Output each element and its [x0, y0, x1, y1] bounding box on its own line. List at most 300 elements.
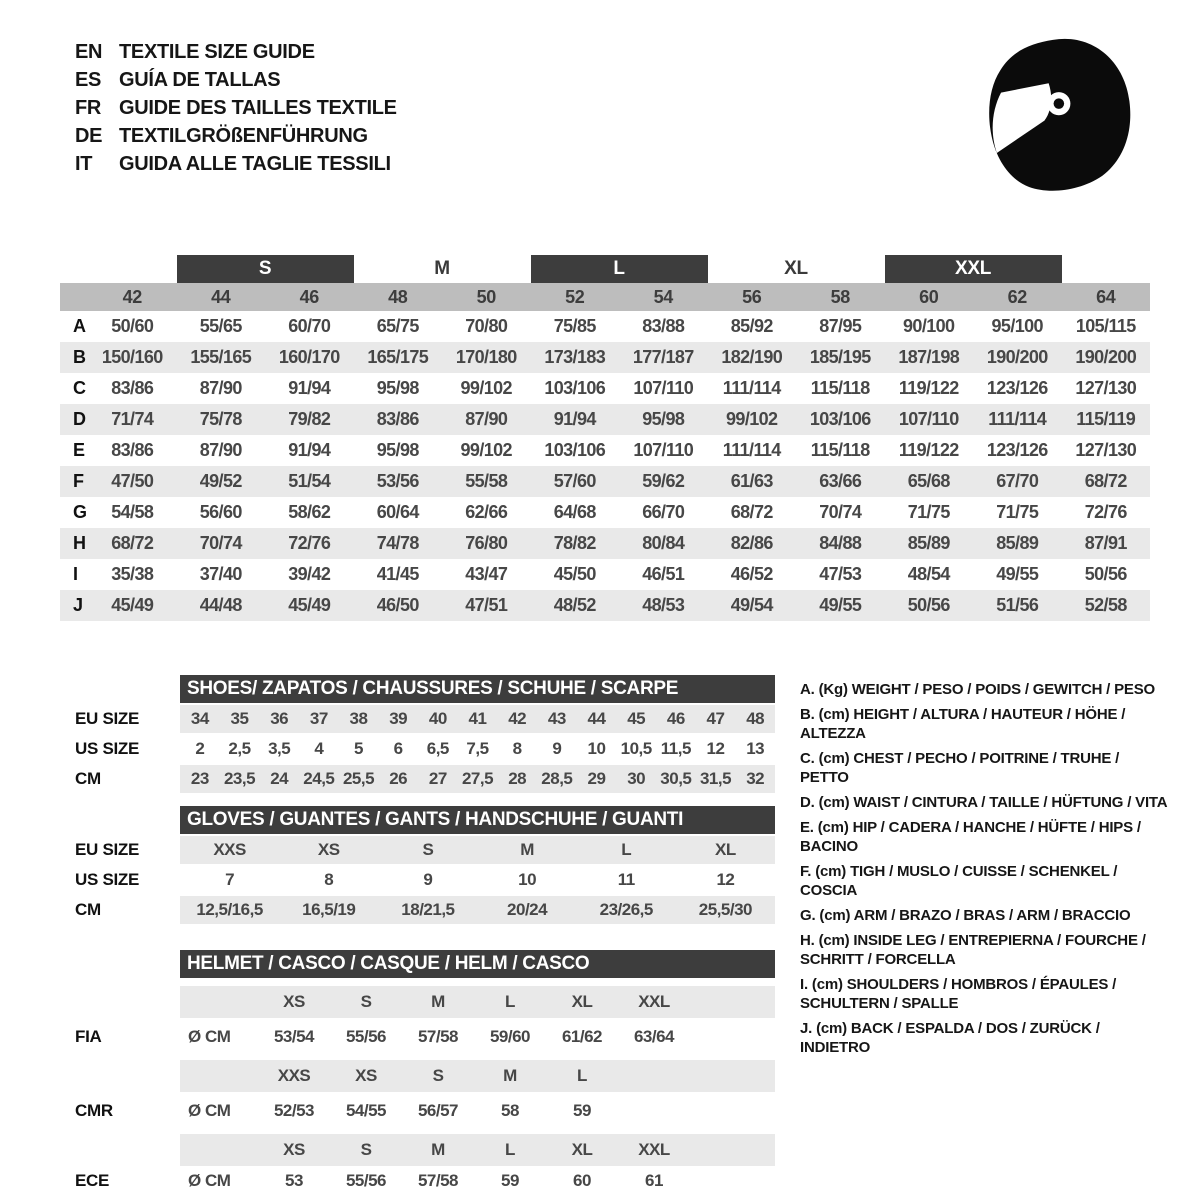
- measurement-legend: [800, 680, 1168, 1063]
- measurement-value: 50/60: [111, 316, 154, 336]
- size-value: XS: [317, 840, 340, 859]
- measurement-value: 37/40: [199, 564, 242, 584]
- size-group-header-row: [60, 255, 1150, 283]
- size-value: 56/57: [417, 1101, 459, 1120]
- measurement-value: 70/74: [199, 533, 242, 553]
- measurement-value: 63/66: [819, 471, 862, 491]
- measurement-row: [60, 528, 1150, 559]
- measurement-value: 91/94: [288, 378, 331, 398]
- measurement-value: 45/49: [111, 595, 154, 615]
- measurement-value: 66/70: [642, 502, 685, 522]
- shoes-rows: [75, 705, 775, 793]
- helmet-size-header-row: [75, 1134, 775, 1166]
- size-group-xxl: XXL: [885, 255, 1062, 283]
- row-letter-label: B: [73, 347, 86, 367]
- size-column-header: 56: [742, 287, 762, 307]
- legend-item: F. (cm) TIGH / MUSLO / CUISSE / SCHENKEL / COSCIA: [800, 863, 1118, 899]
- measurement-value: 49/52: [199, 471, 242, 491]
- measurement-value: 51/54: [288, 471, 331, 491]
- standard-label: ECE: [75, 1171, 110, 1190]
- textile-size-table: [60, 255, 1150, 621]
- size-group-xl: XL: [784, 258, 808, 279]
- size-value: 28,5: [541, 769, 573, 788]
- size-value: 45: [627, 709, 646, 728]
- legend-item: H. (cm) INSIDE LEG / ENTREPIERNA / FOURCHE / SCHRITT / FORCELLA: [800, 932, 1146, 968]
- measurement-value: 95/100: [991, 316, 1043, 336]
- table-row: [75, 705, 775, 733]
- guide-title: TEXTILGRÖßENFÜHRUNG: [119, 125, 368, 147]
- measurement-value: 65/68: [907, 471, 950, 491]
- row-values: [180, 735, 775, 763]
- measurement-value: 95/98: [376, 378, 419, 398]
- size-value: 10: [518, 870, 537, 889]
- measurement-value: 61/63: [730, 471, 773, 491]
- measurement-value: 177/187: [632, 347, 694, 367]
- row-letter-label: A: [73, 316, 86, 336]
- row-label: EU SIZE: [75, 709, 140, 728]
- size-value: 7,5: [466, 739, 489, 758]
- title-block: [75, 38, 397, 178]
- measurement-value: 72/76: [288, 533, 331, 553]
- measurement-value: 71/75: [996, 502, 1039, 522]
- size-value: 24: [270, 769, 289, 788]
- table-row: [75, 896, 775, 924]
- size-value: 54/55: [345, 1101, 387, 1120]
- measurement-value: 49/55: [819, 595, 862, 615]
- measurement-rows: [60, 311, 1150, 621]
- measurement-row: [60, 311, 1150, 342]
- measurement-value: 87/91: [1084, 533, 1127, 553]
- size-group-m: M: [434, 258, 450, 279]
- title-line: [75, 122, 397, 150]
- size-value: 16,5/19: [302, 900, 356, 919]
- size-label: M: [431, 1140, 445, 1159]
- measurement-value: 47/51: [465, 595, 508, 615]
- row-values: [180, 765, 775, 793]
- diameter-prefix: Ø CM: [188, 1027, 231, 1046]
- measurement-value: 95/98: [376, 440, 419, 460]
- size-value: 12: [706, 739, 725, 758]
- row-values: [180, 986, 775, 1018]
- measurement-value: 160/170: [278, 347, 340, 367]
- measurement-value: 60/70: [288, 316, 331, 336]
- size-label: XL: [571, 1140, 593, 1159]
- measurement-value: 165/175: [367, 347, 429, 367]
- size-value: 26: [389, 769, 408, 788]
- measurement-value: 59/62: [642, 471, 685, 491]
- measurement-value: 74/78: [376, 533, 419, 553]
- size-label: S: [360, 992, 372, 1011]
- size-value: [618, 1092, 690, 1130]
- legend-item: B. (cm) HEIGHT / ALTURA / HAUTEUR / HÖHE / ALTEZZA: [800, 706, 1126, 742]
- size-column-header: 60: [919, 287, 939, 307]
- table-row: [75, 735, 775, 763]
- measurement-value: 57/60: [553, 471, 596, 491]
- row-label: US SIZE: [75, 739, 140, 758]
- measurement-row: [60, 590, 1150, 621]
- title-line: [75, 66, 397, 94]
- size-group-s: S: [177, 255, 354, 283]
- row-letter-label: E: [73, 440, 86, 460]
- measurement-value: 190/200: [986, 347, 1048, 367]
- size-value: 42: [508, 709, 527, 728]
- row-values: [180, 896, 775, 924]
- row-values: [180, 1092, 775, 1130]
- size-label: S: [360, 1140, 372, 1159]
- measurement-value: 85/89: [907, 533, 950, 553]
- measurement-value: 103/106: [809, 409, 871, 429]
- measurement-value: 53/56: [376, 471, 419, 491]
- size-label: XXS: [277, 1066, 311, 1085]
- size-value: 23: [190, 769, 209, 788]
- size-value: 59: [501, 1171, 519, 1190]
- spacer: [60, 283, 88, 311]
- measurement-value: 87/95: [819, 316, 862, 336]
- legend-item: D. (cm) WAIST / CINTURA / TAILLE / HÜFTUNG / VITA: [800, 794, 1168, 811]
- size-value: 63/64: [633, 1027, 675, 1046]
- helmet-table-title: HELMET / CASCO / CASQUE / HELM / CASCO: [180, 950, 775, 978]
- size-label: XS: [283, 1140, 305, 1159]
- size-value: 57/58: [417, 1171, 459, 1190]
- cmr-row: [75, 1092, 775, 1130]
- row-values: [180, 1018, 775, 1056]
- guide-title: GUIDE DES TAILLES TEXTILE: [119, 97, 397, 119]
- measurement-value: 39/42: [288, 564, 331, 584]
- measurement-value: 87/90: [199, 378, 242, 398]
- title-line: [75, 38, 397, 66]
- legend-item: I. (cm) SHOULDERS / HOMBROS / ÉPAULES / SCHULTERN / SPALLE: [800, 976, 1117, 1012]
- measurement-value: 47/53: [819, 564, 862, 584]
- measurement-value: 82/86: [730, 533, 773, 553]
- language-code: IT: [75, 153, 93, 175]
- guide-title: GUÍA DE TALLAS: [119, 69, 281, 91]
- measurement-value: 46/51: [642, 564, 685, 584]
- row-values: [180, 1166, 775, 1196]
- size-column-header: 42: [122, 287, 142, 307]
- size-value: L: [621, 840, 632, 859]
- spacer: [180, 1134, 258, 1166]
- spacer: [75, 1060, 180, 1092]
- measurement-value: 150/160: [101, 347, 163, 367]
- size-value: 23,5: [223, 769, 256, 788]
- row-letter-label: H: [73, 533, 86, 553]
- size-value: 39: [389, 709, 408, 728]
- measurement-value: 71/74: [111, 409, 154, 429]
- size-label: [618, 1060, 690, 1092]
- measurement-value: 111/114: [988, 409, 1047, 429]
- size-value: 46: [666, 709, 685, 728]
- measurement-value: 68/72: [1084, 471, 1127, 491]
- spacer: [75, 1134, 180, 1166]
- measurement-value: 111/114: [722, 378, 781, 398]
- size-value: 6: [393, 739, 403, 758]
- size-value: 30: [627, 769, 646, 788]
- size-column-header: 46: [299, 287, 319, 307]
- row-label: EU SIZE: [75, 840, 140, 859]
- measurement-value: 68/72: [111, 533, 154, 553]
- measurement-value: 115/118: [810, 378, 870, 398]
- measurement-value: 51/56: [996, 595, 1039, 615]
- measurement-row: [60, 466, 1150, 497]
- size-value: 36: [270, 709, 289, 728]
- measurement-value: 107/110: [633, 378, 694, 398]
- measurement-value: 46/52: [730, 564, 773, 584]
- guide-title: TEXTILE SIZE GUIDE: [119, 41, 315, 63]
- size-label: L: [577, 1066, 587, 1085]
- size-label: XL: [571, 992, 593, 1011]
- size-value: 41: [468, 709, 487, 728]
- size-value: 55/56: [345, 1027, 387, 1046]
- measurement-value: 52/58: [1084, 595, 1127, 615]
- size-value: 6,5: [426, 739, 449, 758]
- measurement-row: [60, 373, 1150, 404]
- size-value: 53/54: [273, 1027, 315, 1046]
- size-value: 7: [225, 870, 235, 889]
- size-value: 47: [706, 709, 725, 728]
- shoes-table-title: SHOES/ ZAPATOS / CHAUSSURES / SCHUHE / SCARPE: [180, 675, 775, 703]
- row-letter-label: C: [73, 378, 86, 398]
- measurement-value: 67/70: [996, 471, 1039, 491]
- table-row: [75, 765, 775, 793]
- measurement-value: 35/38: [111, 564, 154, 584]
- row-letter-label: I: [73, 564, 79, 584]
- measurement-row: [60, 559, 1150, 590]
- size-value: 28: [508, 769, 527, 788]
- size-column-header: 62: [1007, 287, 1027, 307]
- size-column-header: 44: [211, 287, 231, 307]
- size-value: 35: [230, 709, 249, 728]
- legend-item: E. (cm) HIP / CADERA / HANCHE / HÜFTE / HIPS / BACINO: [800, 819, 1141, 855]
- measurement-value: 182/190: [721, 347, 783, 367]
- measurement-value: 50/56: [907, 595, 950, 615]
- size-label: XS: [355, 1066, 377, 1085]
- measurement-row: [60, 435, 1150, 466]
- measurement-value: 103/106: [544, 440, 606, 460]
- measurement-value: 65/75: [376, 316, 419, 336]
- measurement-value: 45/49: [288, 595, 331, 615]
- measurement-value: 64/68: [553, 502, 596, 522]
- size-value: 4: [314, 739, 324, 758]
- size-value: S: [422, 840, 434, 859]
- diameter-prefix: Ø CM: [188, 1171, 231, 1190]
- size-value: 9: [423, 870, 433, 889]
- row-values: [180, 705, 775, 733]
- measurement-value: 123/126: [986, 440, 1048, 460]
- size-value: 29: [587, 769, 606, 788]
- spacer: [180, 1060, 258, 1092]
- measurement-value: 50/56: [1084, 564, 1127, 584]
- size-value: 57/58: [417, 1027, 459, 1046]
- measurement-value: 49/54: [730, 595, 773, 615]
- size-value: 12,5/16,5: [196, 900, 263, 919]
- measurement-value: 60/64: [376, 502, 419, 522]
- row-letter-label: F: [73, 471, 84, 491]
- standard-label: CMR: [75, 1101, 113, 1120]
- measurement-value: 173/183: [544, 347, 606, 367]
- size-label: L: [505, 992, 515, 1011]
- table-row: [75, 866, 775, 894]
- measurement-value: 119/122: [898, 440, 959, 460]
- size-value: 9: [552, 739, 562, 758]
- size-label: M: [431, 992, 445, 1011]
- shoes-size-table: [75, 675, 775, 793]
- measurement-value: 55/65: [199, 316, 242, 336]
- measurement-value: 70/74: [819, 502, 862, 522]
- size-value: 12: [716, 870, 735, 889]
- measurement-value: 99/102: [460, 440, 512, 460]
- gloves-size-table: [75, 806, 775, 924]
- measurement-value: 115/119: [1076, 409, 1136, 429]
- measurement-value: 83/86: [376, 409, 419, 429]
- measurement-value: 123/126: [986, 378, 1048, 398]
- size-value: 37: [309, 709, 328, 728]
- measurement-value: 105/115: [1075, 316, 1136, 336]
- size-value: 61/62: [561, 1027, 603, 1046]
- size-value: 30,5: [660, 769, 692, 788]
- size-value: 44: [587, 709, 606, 728]
- row-letter-label: G: [73, 502, 88, 522]
- row-values: [180, 866, 775, 894]
- size-value: 52/53: [273, 1101, 315, 1120]
- row-label: CM: [75, 769, 101, 788]
- size-label: XS: [283, 992, 305, 1011]
- size-value: 31,5: [699, 769, 732, 788]
- size-value: 32: [746, 769, 765, 788]
- language-code: FR: [75, 97, 102, 119]
- measurement-value: 55/58: [465, 471, 508, 491]
- measurement-value: 85/92: [730, 316, 773, 336]
- size-value: 48: [746, 709, 765, 728]
- row-label: CM: [75, 900, 101, 919]
- measurement-value: 185/195: [809, 347, 871, 367]
- measurement-value: 91/94: [288, 440, 331, 460]
- size-value: 8: [512, 739, 522, 758]
- measurement-value: 187/198: [898, 347, 960, 367]
- spacer: [75, 986, 180, 1018]
- size-value: 27,5: [461, 769, 494, 788]
- size-value: 59: [573, 1101, 591, 1120]
- measurement-value: 103/106: [544, 378, 606, 398]
- language-code: EN: [75, 41, 103, 63]
- measurement-value: 84/88: [819, 533, 862, 553]
- size-label: L: [505, 1140, 515, 1159]
- title-line: [75, 150, 397, 178]
- size-column-header: 52: [565, 287, 585, 307]
- language-code: ES: [75, 69, 102, 91]
- size-value: XL: [715, 840, 736, 859]
- measurement-value: 80/84: [642, 533, 685, 553]
- measurement-value: 75/85: [553, 316, 596, 336]
- measurement-value: 71/75: [907, 502, 950, 522]
- measurement-value: 115/118: [810, 440, 870, 460]
- table-row: [75, 836, 775, 864]
- legend-item: J. (cm) BACK / ESPALDA / DOS / ZURÜCK / INDIETRO: [800, 1020, 1100, 1056]
- size-value: 2,5: [228, 739, 251, 758]
- measurement-value: 87/90: [199, 440, 242, 460]
- size-value: 40: [428, 709, 447, 728]
- size-value: 34: [190, 709, 209, 728]
- measurement-value: 107/110: [633, 440, 694, 460]
- measurement-value: 91/94: [553, 409, 596, 429]
- measurement-value: 44/48: [199, 595, 242, 615]
- measurement-value: 49/55: [996, 564, 1039, 584]
- numeric-size-header-row: [60, 283, 1150, 311]
- size-value: 8: [324, 870, 334, 889]
- gloves-rows: [75, 836, 775, 924]
- size-column-header: 58: [830, 287, 850, 307]
- spacer: [180, 986, 258, 1018]
- size-column-header: 48: [388, 287, 408, 307]
- measurement-value: 87/90: [465, 409, 508, 429]
- measurement-value: 119/122: [898, 378, 959, 398]
- language-code: DE: [75, 125, 103, 147]
- legend-item: A. (Kg) WEIGHT / PESO / POIDS / GEWITCH / PESO: [800, 681, 1155, 698]
- measurement-value: 48/52: [553, 595, 596, 615]
- measurement-value: 190/200: [1075, 347, 1137, 367]
- size-label: M: [503, 1066, 517, 1085]
- measurement-value: 45/50: [553, 564, 596, 584]
- measurement-value: 99/102: [460, 378, 512, 398]
- measurement-value: 56/60: [199, 502, 242, 522]
- size-value: 11,5: [660, 739, 691, 758]
- measurement-value: 170/180: [455, 347, 517, 367]
- measurement-value: 70/80: [465, 316, 508, 336]
- row-letter-label: J: [73, 595, 84, 615]
- measurement-value: 78/82: [553, 533, 596, 553]
- size-value: 23/26,5: [599, 900, 653, 919]
- measurement-row: [60, 404, 1150, 435]
- size-value: 55/56: [345, 1171, 387, 1190]
- measurement-value: 127/130: [1075, 440, 1137, 460]
- size-value: 2: [195, 739, 205, 758]
- size-value: 20/24: [507, 900, 548, 919]
- measurement-value: 83/86: [111, 440, 154, 460]
- size-value: M: [520, 840, 534, 859]
- measurement-row: [60, 497, 1150, 528]
- size-value: 13: [746, 739, 765, 758]
- measurement-value: 68/72: [730, 502, 773, 522]
- size-value: 38: [349, 709, 368, 728]
- size-label: S: [432, 1066, 444, 1085]
- size-value: 25,5/30: [698, 900, 753, 919]
- measurement-value: 43/47: [465, 564, 508, 584]
- measurement-value: 47/50: [111, 471, 154, 491]
- size-value: 10,5: [620, 739, 652, 758]
- size-value: 60: [573, 1171, 591, 1190]
- size-column-header: 50: [476, 287, 496, 307]
- row-values: [180, 1060, 775, 1092]
- measurement-value: 85/89: [996, 533, 1039, 553]
- title-line: [75, 94, 397, 122]
- size-value: 11: [617, 870, 635, 889]
- guide-title: GUIDA ALLE TAGLIE TESSILI: [119, 153, 391, 175]
- size-group-l: L: [531, 255, 708, 283]
- measurement-value: 127/130: [1075, 378, 1137, 398]
- row-letter-label: D: [73, 409, 86, 429]
- measurement-value: 75/78: [199, 409, 242, 429]
- measurement-value: 107/110: [898, 409, 959, 429]
- size-value: XXS: [213, 840, 246, 859]
- racing-helmet-icon: [972, 28, 1144, 198]
- measurement-value: 95/98: [642, 409, 685, 429]
- measurement-value: 41/45: [376, 564, 419, 584]
- size-label: XXL: [638, 992, 670, 1011]
- size-value: 43: [547, 709, 566, 728]
- helmet-size-table: [75, 950, 775, 1196]
- legend-item: C. (cm) CHEST / PECHO / POITRINE / TRUHE / PETTO: [800, 750, 1120, 786]
- size-value: 58: [501, 1101, 519, 1120]
- measurement-value: 111/114: [722, 440, 781, 460]
